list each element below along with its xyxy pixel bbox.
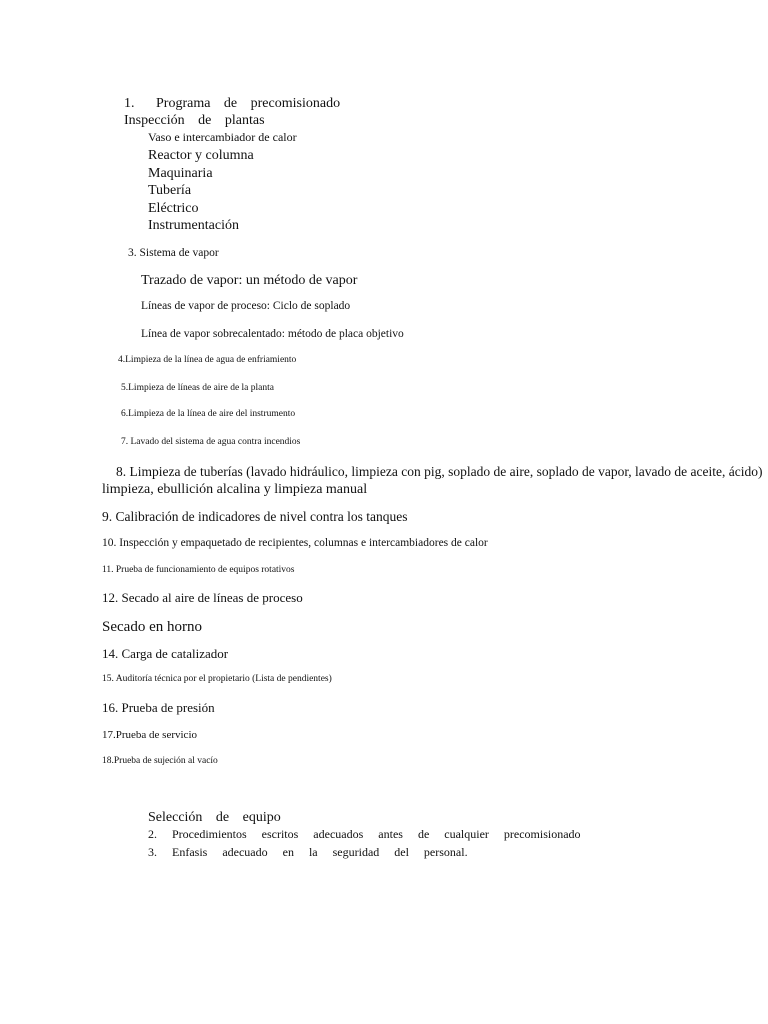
final-item-text: Procedimientos escritos adecuados antes de cualquier precomisionado [172,827,581,841]
section-1-subtitle: Inspección de plantas [124,113,265,128]
section-1-number: 1. [124,96,135,111]
section-3-title: 3. Sistema de vapor [128,247,219,259]
final-title: Selección de equipo [148,810,281,825]
section-1-heading [124,96,340,112]
section-1-item: Tubería [148,183,192,198]
list-item: 15. Auditoría técnica por el propietario (Lista de pendientes) [102,674,332,684]
section-1-item: Reactor y columna [148,148,254,163]
section-1-title: Programa de precomisionado [156,96,341,111]
small-item: 6.Limpieza de la línea de aire del instrumento [121,409,296,419]
list-item: 17.Prueba de servicio [102,729,197,741]
section-3-item: Líneas de vapor de proceso: Ciclo de soplado [141,300,351,312]
section-3-item: Línea de vapor sobrecalentado: método de placa objetivo [141,328,404,340]
final-item-text: Enfasis adecuado en la seguridad del personal. [172,845,468,859]
section-1-item: Eléctrico [148,201,199,216]
final-item-number: 2. [148,827,157,841]
list-item: Secado en horno [102,619,202,635]
list-item: 10. Inspección y empaquetado de recipientes, columnas e intercambiadores de calor [102,537,488,549]
list-item: 14. Carga de catalizador [102,646,229,661]
list-item: 18.Prueba de sujeción al vacío [102,756,218,766]
small-item: 5.Limpieza de líneas de aire de la planta [121,383,274,393]
small-item: 4.Limpieza de la línea de agua de enfriamiento [118,355,297,365]
final-item [148,846,468,860]
item-8-line-2: limpieza, ebullición alcalina y limpieza manual [102,482,368,497]
section-3-subtitle: Trazado de vapor: un método de vapor [141,273,358,288]
list-item: 11. Prueba de funcionamiento de equipos rotativos [102,565,295,575]
list-item: 9. Calibración de indicadores de nivel contra los tanques [102,509,408,524]
item-8-line-1: 8. Limpieza de tuberías (lavado hidráulico, limpieza con pig, soplado de aire, soplado de vapor, lavado de aceite, ácido) [116,464,763,479]
small-item: 7. Lavado del sistema de agua contra incendios [121,437,301,447]
final-item-number: 3. [148,845,157,859]
final-item [148,828,581,842]
section-1-item: Maquinaria [148,166,213,181]
section-1-item: Instrumentación [148,218,239,233]
list-item: 16. Prueba de presión [102,700,215,715]
list-item: 12. Secado al aire de líneas de proceso [102,590,303,605]
section-1-item: Vaso e intercambiador de calor [148,130,297,144]
